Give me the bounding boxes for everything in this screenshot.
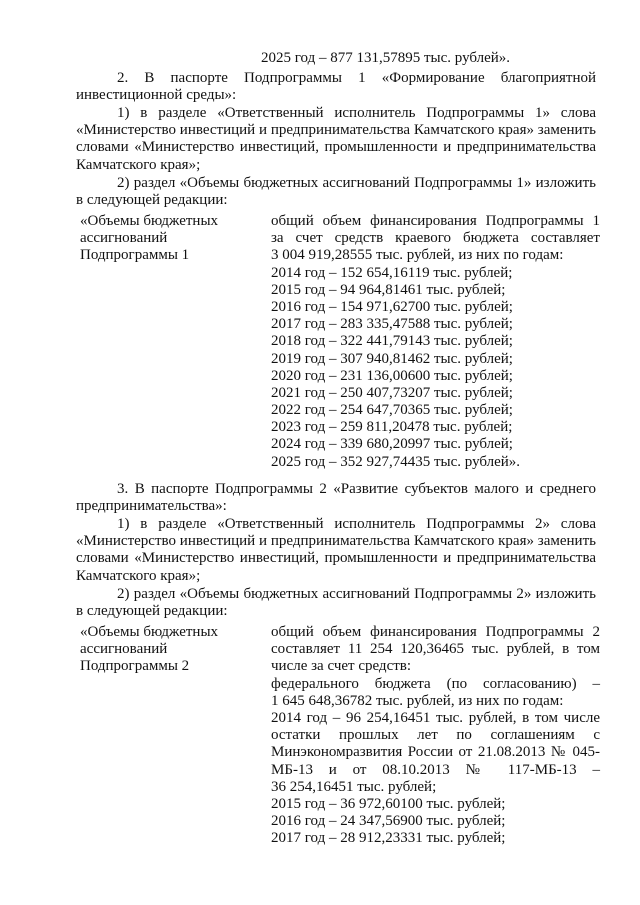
- value-line: федерального бюджета (по согласованию) –: [271, 675, 600, 692]
- value-line: 2016 год – 24 347,56900 тыс. рублей;: [271, 813, 506, 830]
- value-line: Минэкономразвития России от 21.08.2013 № 045-: [271, 744, 600, 761]
- label-line: «Объемы бюджетных: [80, 624, 219, 640]
- value-line: составляет 11 254 120,36465 тыс. рублей, в том: [271, 641, 600, 658]
- item-3-heading: 3. В паспорте Подпрограммы 2 «Развитие субъектов малого и среднего предпринимательства»:: [76, 481, 596, 515]
- year-line: 2014 год – 152 654,16119 тыс. рублей;: [271, 264, 513, 281]
- item-2-sub-1: 1) в разделе «Ответственный исполнитель Подпрограммы 1» слова «Министерство инвестиций и предпринимательства Камчатского края» заменить словами «Министерство инвестиций, промышленности и предпринимательства Камчатского края»;: [76, 105, 596, 173]
- year-line: 2025 год – 352 927,74435 тыс. рублей».: [271, 453, 521, 470]
- item-2-heading: 2. В паспорте Подпрограммы 1 «Формирование благоприятной инвестиционной среды»:: [76, 70, 596, 104]
- year-line: 2017 год – 283 335,47588 тыс. рублей;: [271, 316, 513, 333]
- year-line: 2016 год – 154 971,62700 тыс. рублей;: [271, 298, 513, 315]
- label-line: «Объемы бюджетных: [80, 213, 219, 229]
- year-line: 2021 год – 250 407,73207 тыс. рублей;: [271, 384, 513, 401]
- year-line: 2019 год – 307 940,81462 тыс. рублей;: [271, 350, 513, 367]
- subprogram-2-budget-values: [271, 624, 600, 847]
- year-line: 2018 год – 322 441,79143 тыс. рублей;: [271, 333, 513, 350]
- subprogram-2-budget-label: [80, 624, 250, 676]
- value-line: МБ-13 и от 08.10.2013 № 117-МБ-13 –: [271, 761, 600, 778]
- value-line: 36 254,16451 тыс. рублей;: [271, 778, 437, 795]
- value-line: числе за счет средств:: [271, 658, 412, 675]
- year-line: 2024 год – 339 680,20997 тыс. рублей;: [271, 436, 513, 453]
- item-2-sub-2: 2) раздел «Объемы бюджетных ассигнований Подпрограммы 1» изложить в следующей редакции:: [76, 175, 596, 209]
- value-line: остатки прошлых лет по соглашениям с: [271, 727, 600, 744]
- value-line: общий объем финансирования Подпрограммы 2: [271, 624, 600, 640]
- year-line: 2020 год – 231 136,00600 тыс. рублей;: [271, 367, 513, 384]
- year-line: 2015 год – 94 964,81461 тыс. рублей;: [271, 281, 506, 298]
- label-line: ассигнований: [80, 230, 168, 247]
- intro-line: 3 004 919,28555 тыс. рублей, из них по годам:: [271, 247, 564, 264]
- subprogram-1-budget-values: [271, 213, 600, 471]
- previous-section-last-line: 2025 год – 877 131,57895 тыс. рублей».: [261, 50, 511, 66]
- intro-line: общий объем финансирования Подпрограммы 1: [271, 213, 600, 229]
- value-line: 2017 год – 28 912,23331 тыс. рублей;: [271, 830, 506, 847]
- item-3-sub-2: 2) раздел «Объемы бюджетных ассигнований Подпрограммы 2» изложить в следующей редакции:: [76, 586, 596, 620]
- subprogram-1-budget-label: [80, 213, 250, 265]
- value-line: 2015 год – 36 972,60100 тыс. рублей;: [271, 795, 506, 812]
- item-3-sub-1: 1) в разделе «Ответственный исполнитель Подпрограммы 2» слова «Министерство инвестиций и предпринимательства Камчатского края» заменить словами «Министерство инвестиций, промышленности и предпринимательства Камчатского края»;: [76, 516, 596, 584]
- value-line: 1 645 648,36782 тыс. рублей, из них по годам:: [271, 692, 564, 709]
- value-line: 2014 год – 96 254,16451 тыс. рублей, в том числе: [271, 709, 600, 726]
- intro-line: за счет средств краевого бюджета составляет: [271, 230, 600, 247]
- year-line: 2022 год – 254 647,70365 тыс. рублей;: [271, 402, 513, 419]
- label-line: ассигнований: [80, 641, 168, 658]
- label-line: Подпрограммы 2: [80, 658, 190, 675]
- label-line: Подпрограммы 1: [80, 247, 190, 264]
- year-line: 2023 год – 259 811,20478 тыс. рублей;: [271, 419, 513, 436]
